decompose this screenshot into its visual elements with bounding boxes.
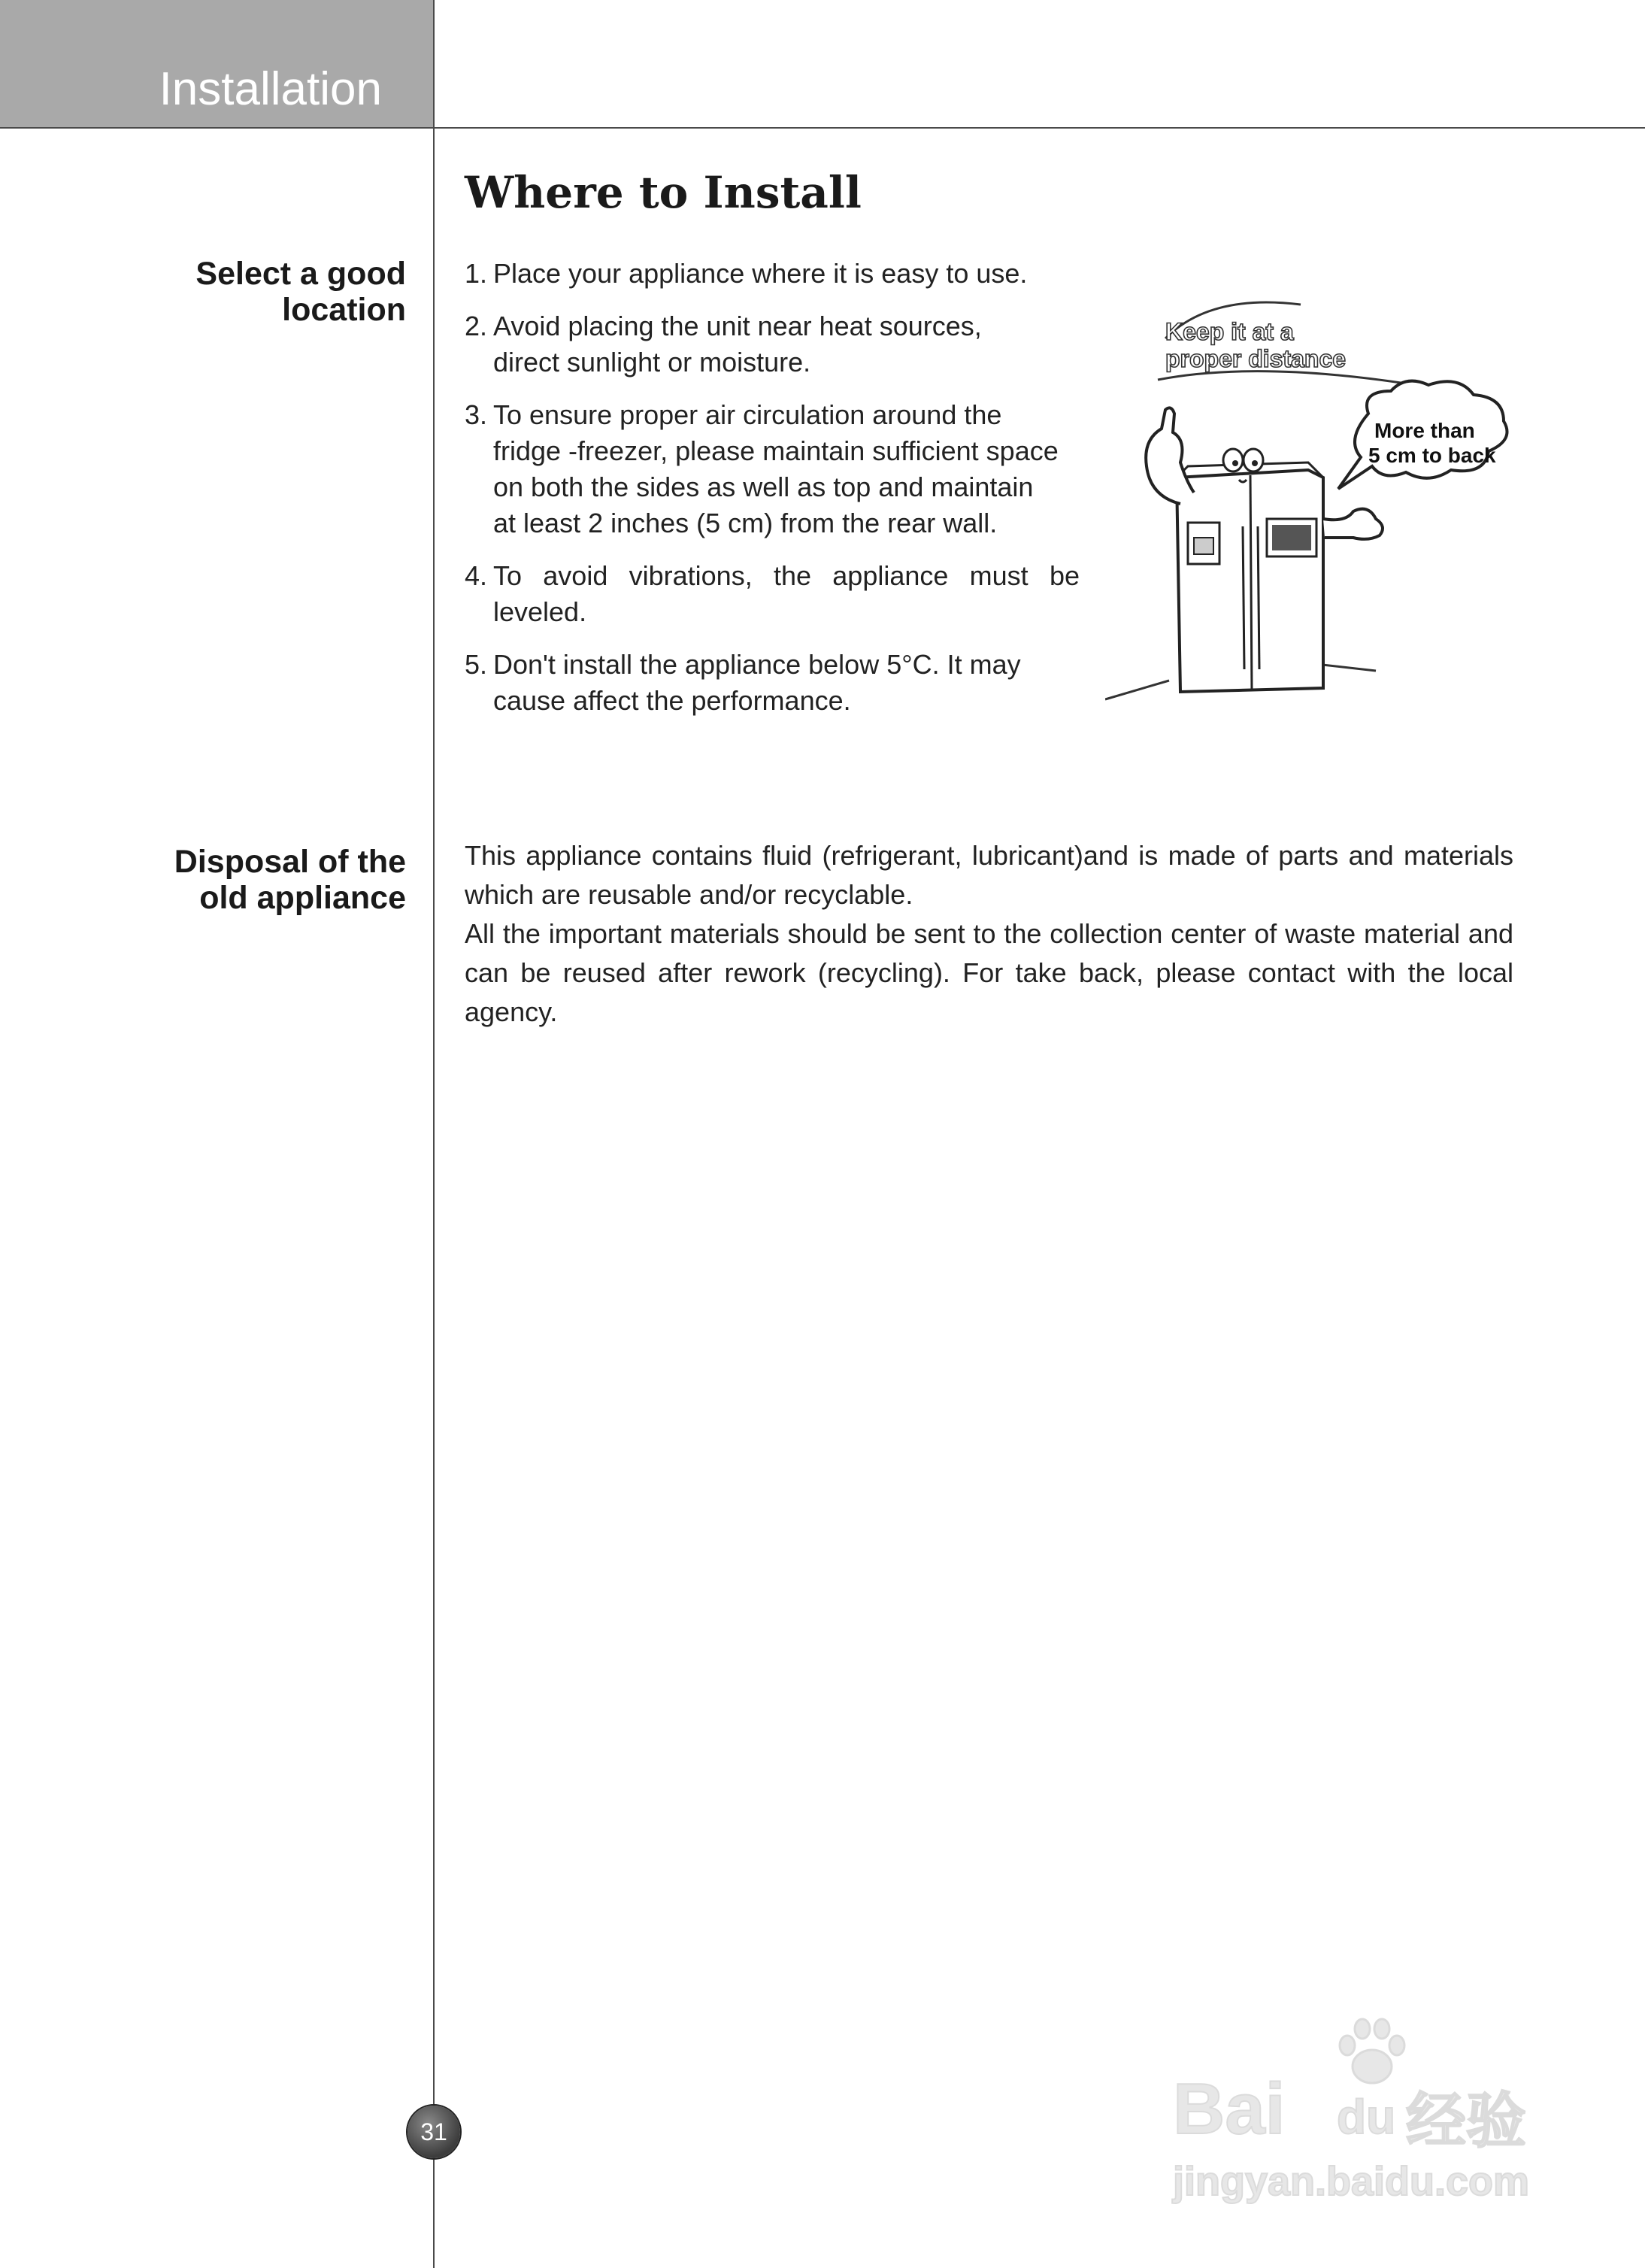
step-number: 5. xyxy=(465,649,488,680)
disposal-paragraph-1: This appliance contains fluid (refrigerant, lubricant)and is made of parts and materials which are reusable and/or recyclable. xyxy=(465,840,1513,910)
section-tab xyxy=(0,0,435,128)
location-heading xyxy=(195,256,406,328)
dispenser-panel-icon xyxy=(1194,538,1213,554)
callout-top-line2: proper distance xyxy=(1165,345,1347,372)
distance-line-icon xyxy=(1158,371,1406,384)
page-number: 31 xyxy=(407,2106,460,2158)
step-text: Avoid placing the unit near heat sources, direct sunlight or moisture. xyxy=(493,311,982,377)
step-item xyxy=(465,647,1080,719)
pupil-left-icon xyxy=(1232,460,1238,466)
callout-bubble-line2: 5 cm to back xyxy=(1368,444,1496,467)
watermark-brand2: du xyxy=(1337,2090,1396,2144)
step-item xyxy=(465,308,1035,381)
watermark xyxy=(1158,2015,1549,2211)
watermark-brand: Bai xyxy=(1173,2069,1286,2149)
section-tab-label: Installation xyxy=(159,63,382,115)
step-text: To ensure proper air circulation around the fridge -freezer, please maintain sufficient space on both the sides as well as top and maintain at least 2 inches (5 cm) from the rear wall. xyxy=(493,399,1059,538)
disposal-heading xyxy=(174,844,406,916)
eye-left-icon xyxy=(1223,449,1243,471)
floor-line-icon xyxy=(1105,681,1169,699)
step-number: 2. xyxy=(465,311,488,341)
location-steps xyxy=(465,256,1080,735)
disposal-body xyxy=(465,836,1513,1032)
disposal-paragraph-2: All the important materials should be sent to the collection center of waste material and can be reused after rework (recycling). For take back, please contact with the local agency. xyxy=(465,918,1513,1027)
display-screen-icon xyxy=(1272,525,1311,550)
step-item xyxy=(465,397,1059,541)
waving-hand-icon xyxy=(1323,509,1383,539)
location-heading-line2: location xyxy=(282,292,406,328)
disposal-heading-line1: Disposal of the xyxy=(174,844,406,880)
watermark-cn: 经验 xyxy=(1406,2086,1526,2156)
step-item xyxy=(465,558,1080,630)
location-heading-line1: Select a good xyxy=(195,256,406,292)
fridge-installation-illustration xyxy=(1105,278,1526,714)
watermark-url: jingyan.baidu.com xyxy=(1173,2159,1530,2204)
header-rule xyxy=(0,127,1645,129)
step-text: Place your appliance where it is easy to use. xyxy=(493,258,1028,289)
step-number: 3. xyxy=(465,399,488,430)
step-number: 4. xyxy=(465,560,488,591)
eye-right-icon xyxy=(1244,449,1263,471)
step-number: 1. xyxy=(465,258,488,289)
fridge-handle-left-icon xyxy=(1243,526,1244,669)
step-text: To avoid vibrations, the appliance must be leveled. xyxy=(493,560,1080,627)
disposal-heading-line2: old appliance xyxy=(199,880,406,916)
callout-bubble-line1: More than xyxy=(1374,419,1475,442)
callout-top-line1: Keep it at a xyxy=(1165,318,1294,345)
fridge-door-split-icon xyxy=(1250,475,1252,690)
pointing-hand-icon xyxy=(1146,408,1194,504)
paw-logo-icon xyxy=(1331,2015,1413,2091)
step-item xyxy=(465,256,1051,292)
step-text: Don't install the appliance below 5°C. It may cause affect the performance. xyxy=(493,649,1021,716)
margin-rule xyxy=(433,0,435,2268)
fridge-handle-right-icon xyxy=(1258,526,1259,669)
pupil-right-icon xyxy=(1252,460,1258,466)
page-title: Where to Install xyxy=(465,167,862,218)
